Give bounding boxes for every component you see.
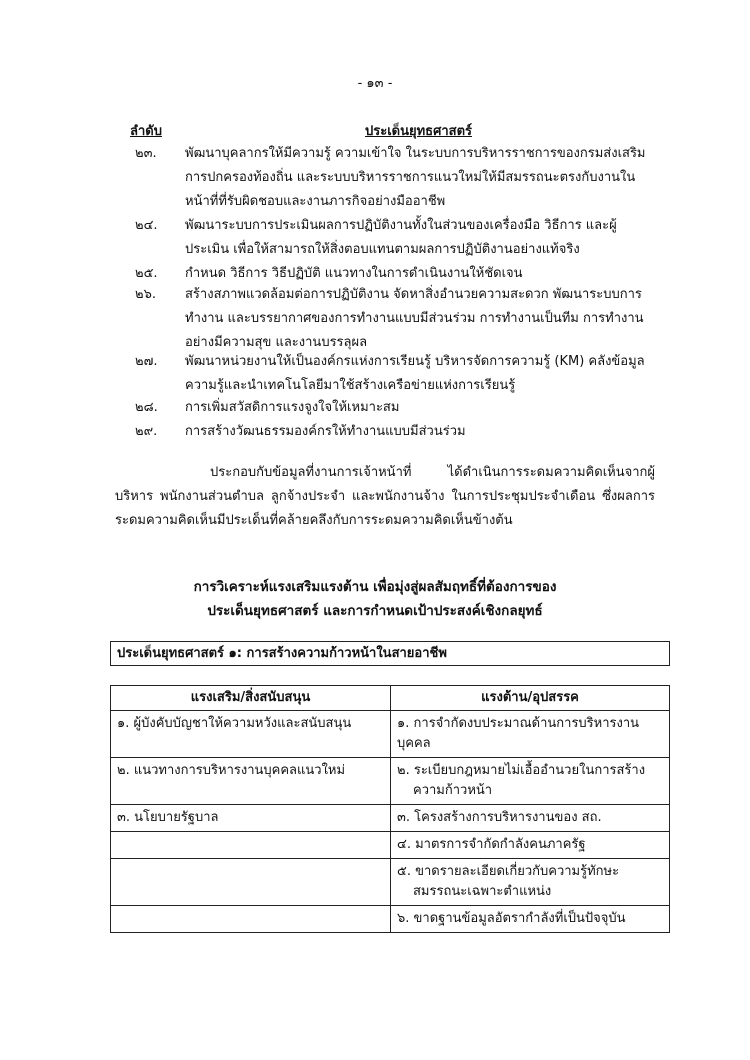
item-number: ๒๙. (135, 424, 158, 439)
resistance-text: ๖. ขาดฐานข้อมูลอัตรากำลังที่เป็นปัจจุบัน (397, 911, 626, 926)
page-number: - ๑๓ - (357, 76, 393, 91)
resistance-cell (391, 711, 670, 758)
item-number: ๒๘. (135, 400, 158, 415)
resistance-text: ๕. ขาดรายละเอียดเกี่ยวกับความรู้ทักษะ (397, 864, 620, 879)
table-row (111, 805, 670, 832)
support-cell (111, 906, 391, 933)
resistance-text-continued: สมรรถนะเฉพาะตำแหน่ง (413, 884, 552, 899)
resistance-cell (391, 805, 670, 832)
item-text: การเพิ่มสวัสดิการแรงจูงใจให้เหมาะสม (185, 400, 400, 415)
resistance-text: ๔. มาตรการจำกัดกำลังคนภาครัฐ (397, 837, 586, 852)
table-header-row (111, 686, 670, 711)
support-cell: ๑. ผู้บังคับบัญชาให้ความหวังและสนับสนุน (111, 711, 391, 758)
table-row (111, 832, 670, 859)
table-row (111, 711, 670, 758)
resistance-text: ๓. โครงสร้างการบริหารงานของ สถ. (397, 810, 602, 825)
resistance-text-continued: ความก้าวหน้า (413, 783, 493, 798)
item-text: การสร้างวัฒนธรรมองค์กรให้ทำงานแบบมีส่วนร่วม (185, 424, 466, 439)
item-text: พัฒนาระบบการประเมินผลการปฏิบัติงานทั้งในส่วนของเครื่องมือ วิธีการ และผู้ประเมิน เพื่อให้สามารถให้สิ่งตอบแทนตามผลการปฏิบัติงานอย่างแท้จริง (185, 218, 617, 257)
item-number: ๒๔. (135, 218, 158, 233)
resistance-text: ๒. ระเบียบกฎหมายไม่เอื้ออำนวยในการสร้าง (397, 763, 646, 778)
resistance-cell (391, 859, 670, 906)
item-text: กำหนด วิธีการ วิธีปฏิบัติ แนวทางในการดำเนินงานให้ชัดเจน (185, 266, 523, 281)
analysis-title-line-2: ประเด็นยุทธศาสตร์ และการกำหนดเป้าประสงค์เชิงกลยุทธ์ (207, 603, 543, 619)
item-number: ๒๖. (135, 287, 156, 302)
support-cell: ๓. นโยบายรัฐบาล (111, 805, 391, 832)
item-text: พัฒนาหน่วยงานให้เป็นองค์กรแห่งการเรียนรู้ บริหารจัดการความรู้ (KM) คลังข้อมูลความรู้และนำเทคโนโลยีมาใช้สร้างเครือข่ายแห่งการเรียนรู้ (185, 354, 645, 393)
item-text: สร้างสภาพแวดล้อมต่อการปฏิบัติงาน จัดหาสิ่งอำนวยความสะดวก พัฒนาระบบการทำงาน และบรรยากาศของการทำงานแบบมีส่วนร่วม การทำงานเป็นทีม การทำงานอย่างมีความสุข และงานบรรลุผล (185, 287, 644, 350)
support-cell (111, 832, 391, 859)
item-number: ๒๕. (135, 266, 158, 281)
resistance-cell (391, 832, 670, 859)
resistance-cell (391, 758, 670, 805)
column-header-issue: ประเด็นยุทธศาสตร์ (365, 124, 473, 139)
table-row (111, 906, 670, 933)
factors-table (110, 685, 670, 933)
item-text: พัฒนาบุคลากรให้มีความรู้ ความเข้าใจ ในระบบการบริหารราชการของกรมส่งเสริมการปกครองท้องถิ่น และระบบบริหารราชการแนวใหม่ให้มีสมรรถนะตรงกับงานในหน้าที่ที่รับผิดชอบและงานภารกิจอย่างมืออาชีพ (185, 146, 646, 209)
header-support: แรงเสริม/สิ่งสนับสนุน (111, 686, 391, 711)
list-header (130, 120, 650, 140)
support-cell: ๒. แนวทางการบริหารงานบุคคลแนวใหม่ (111, 758, 391, 805)
header-resistance: แรงต้าน/อุปสรรค (391, 686, 670, 711)
resistance-text: ๑. การจำกัดงบประมาณด้านการบริหารงานบุคคล (397, 716, 640, 751)
table-row (111, 859, 670, 906)
analysis-title (0, 575, 750, 623)
summary-paragraph: ประกอบกับข้อมูลที่งานการเจ้าหน้าที่ ได้ดำเนินการระดมความคิดเห็นจากผู้บริหาร พนักงานส่วนตำบล ลูกจ้างประจำ และพนักงานจ้าง ในการประชุมประจำเดือน ซึ่งผลการระดมความคิดเห็นมีประเด็นที่คล้ายคลึงกับการระดมความคิดเห็นข้างต้น (115, 465, 655, 528)
support-cell (111, 859, 391, 906)
column-header-order: ลำดับ (130, 124, 162, 139)
strategic-issue-heading: ประเด็นยุทธศาสตร์ ๑: การสร้างความก้าวหน้าในสายอาชีพ (110, 641, 670, 666)
item-number: ๒๗. (135, 354, 158, 369)
table-row (111, 758, 670, 805)
resistance-cell (391, 906, 670, 933)
analysis-title-line-1: การวิเคราะห์แรงเสริมแรงต้าน เพื่อมุ่งสู่ผลสัมฤทธิ์ที่ต้องการของ (193, 579, 557, 595)
item-number: ๒๓. (135, 146, 157, 161)
